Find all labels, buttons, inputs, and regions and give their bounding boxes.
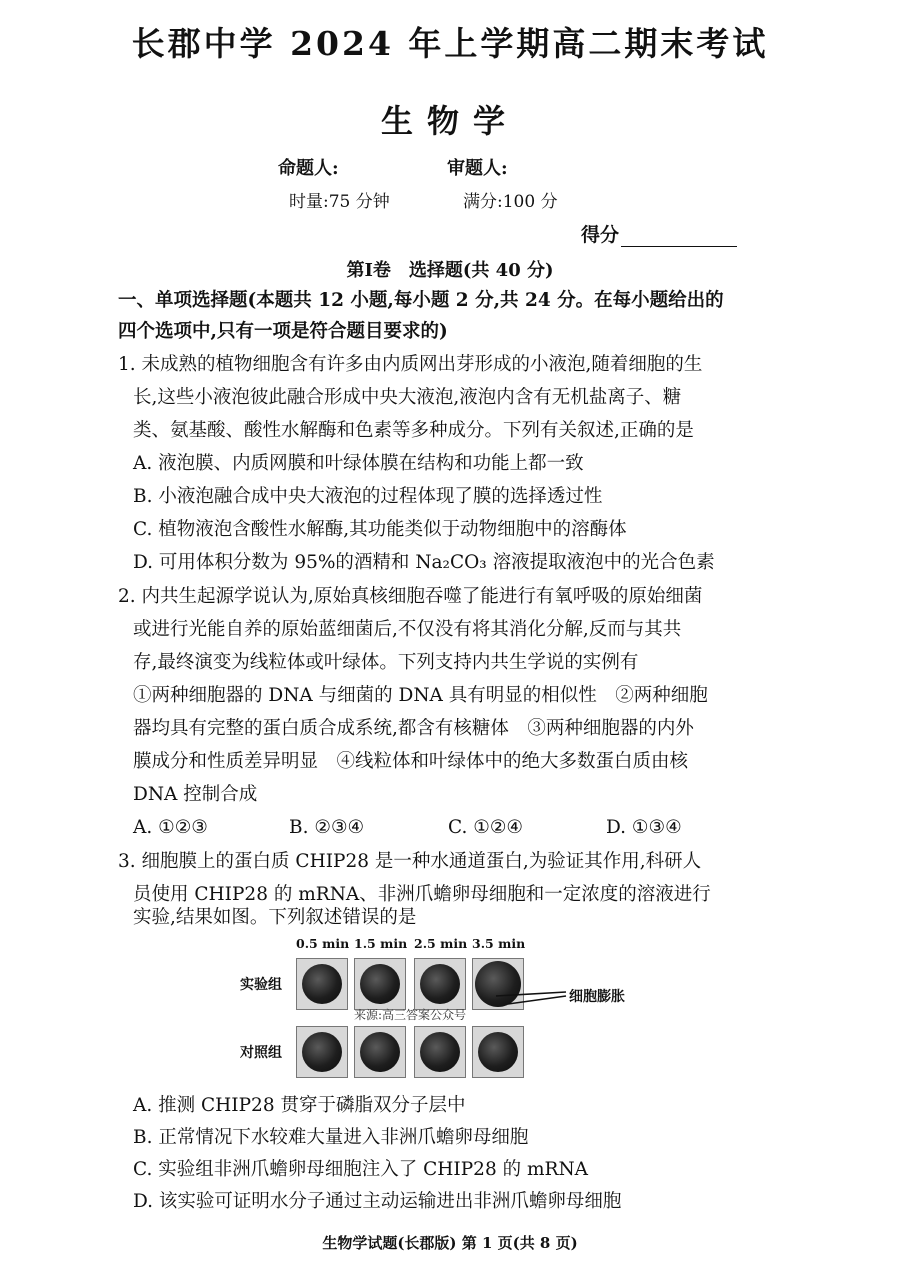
q2-stem-line2: 或进行光能自养的原始蓝细菌后,不仅没有将其消化分解,反而与其共 xyxy=(133,619,682,640)
q2-option-a: A. ①②③ xyxy=(133,817,208,838)
q2-statement-line7: DNA 控制合成 xyxy=(133,784,258,805)
q2-option-d: D. ①③④ xyxy=(606,817,682,838)
row-label-experimental: 实验组 xyxy=(240,977,282,993)
q3-stem-line3: 实验,结果如图。下列叙述错误的是 xyxy=(133,907,417,928)
time-label-4: 3.5 min xyxy=(472,936,526,951)
q1-stem-line2: 长,这些小液泡彼此融合形成中央大液泡,液泡内含有无机盐离子、糖 xyxy=(133,387,682,408)
q2-statement-line4: ①两种细胞器的 DNA 与细菌的 DNA 具有明显的相似性 ②两种细胞 xyxy=(133,685,708,706)
q3-figure xyxy=(234,936,654,1086)
q1-stem-line1: 1. 未成熟的植物细胞含有许多由内质网出芽形成的小液泡,随着细胞的生 xyxy=(118,354,703,375)
part-title-line2: 四个选项中,只有一项是符合题目要求的) xyxy=(118,321,448,342)
q1-option-b: B. 小液泡融合成中央大液泡的过程体现了膜的选择透过性 xyxy=(133,486,603,507)
q3-stem-line2: 员使用 CHIP28 的 mRNA、非洲爪蟾卵母细胞和一定浓度的溶液进行 xyxy=(133,884,711,905)
page-footer: 生物学试题(长郡版) 第 1 页(共 8 页) xyxy=(322,1234,578,1252)
subject-title: 生物学 xyxy=(380,102,519,140)
q2-option-b: B. ②③④ xyxy=(289,817,365,838)
q3-option-d: D. 该实验可证明水分子通过主动运输进出非洲爪蟾卵母细胞 xyxy=(133,1191,622,1212)
q3-option-b: B. 正常情况下水较难大量进入非洲爪蟾卵母细胞 xyxy=(133,1127,529,1148)
q1-option-d: D. 可用体积分数为 95%的酒精和 Na₂CO₃ 溶液提取液泡中的光合色素 xyxy=(133,552,715,573)
score-field-label: 得分 xyxy=(581,224,620,246)
reviewer-label: 审题人: xyxy=(447,158,508,179)
part-title-line1: 一、单项选择题(本题共 12 小题,每小题 2 分,共 24 分。在每小题给出的 xyxy=(118,290,724,311)
q1-option-c: C. 植物液泡含酸性水解酶,其功能类似于动物细胞中的溶酶体 xyxy=(133,519,627,540)
q3-stem-line1: 3. 细胞膜上的蛋白质 CHIP28 是一种水通道蛋白,为验证其作用,科研人 xyxy=(118,851,702,872)
time-info: 时量:75 分钟 xyxy=(289,192,390,212)
time-label-2: 1.5 min xyxy=(354,936,408,951)
swell-label: 细胞膨胀 xyxy=(569,989,625,1005)
row-label-control: 对照组 xyxy=(240,1045,282,1061)
q1-stem-line3: 类、氨基酸、酸性水解酶和色素等多种成分。下列有关叙述,正确的是 xyxy=(133,420,694,441)
score-blank-line[interactable] xyxy=(621,226,737,247)
q3-option-a: A. 推测 CHIP28 贯穿于磷脂双分子层中 xyxy=(133,1095,466,1116)
q1-option-a: A. 液泡膜、内质网膜和叶绿体膜在结构和功能上都一致 xyxy=(133,453,584,474)
time-label-1: 0.5 min xyxy=(296,936,350,951)
q2-stem-line3: 存,最终演变为线粒体或叶绿体。下列支持内共生学说的实例有 xyxy=(133,652,639,673)
setter-label: 命题人: xyxy=(278,158,339,179)
source-note: 来源:高三答案公众号 xyxy=(354,1008,467,1022)
q2-stem-line1: 2. 内共生起源学说认为,原始真核细胞吞噬了能进行有氧呼吸的原始细菌 xyxy=(118,586,703,607)
q2-statement-line5: 器均具有完整的蛋白质合成系统,都含有核糖体 ③两种细胞器的内外 xyxy=(133,718,694,739)
score-info: 满分:100 分 xyxy=(463,192,558,212)
time-label-3: 2.5 min xyxy=(414,936,468,951)
q2-option-c: C. ①②④ xyxy=(448,817,524,838)
school-title: 长郡中学 2024 年上学期高二期末考试 xyxy=(131,24,769,63)
section-title: 第Ⅰ卷 选择题(共 40 分) xyxy=(346,260,554,281)
q3-option-c: C. 实验组非洲爪蟾卵母细胞注入了 CHIP28 的 mRNA xyxy=(133,1159,589,1180)
score-field[interactable] xyxy=(581,220,737,247)
q2-statement-line6: 膜成分和性质差异明显 ④线粒体和叶绿体中的绝大多数蛋白质由核 xyxy=(133,751,689,772)
